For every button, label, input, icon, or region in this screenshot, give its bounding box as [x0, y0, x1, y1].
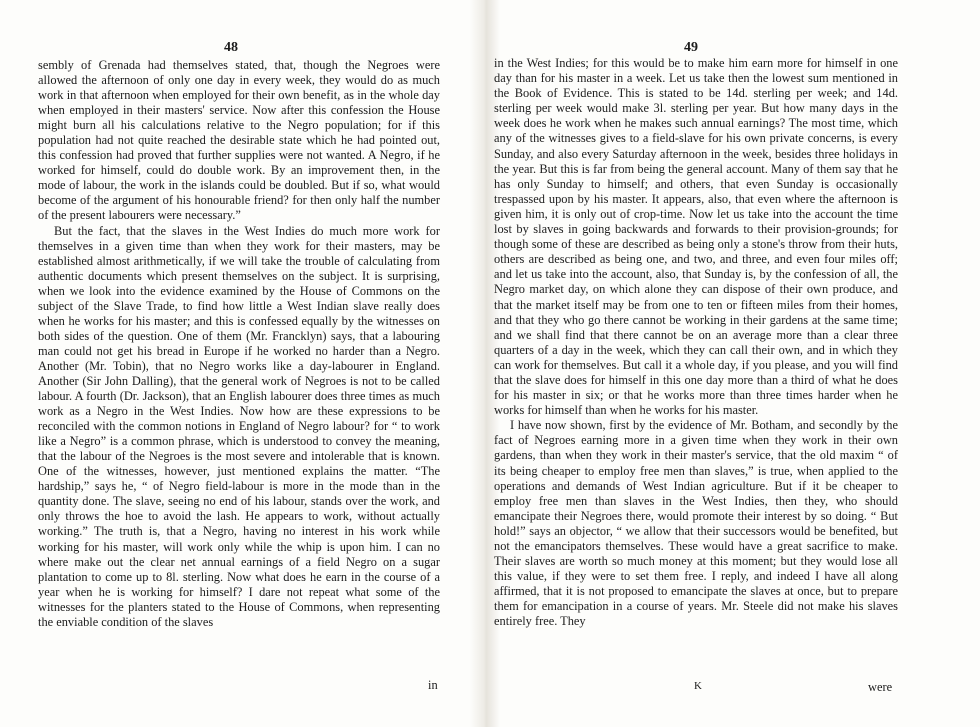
signature-mark: K [694, 680, 702, 692]
left-page-text [38, 58, 440, 630]
left-paragraph: sembly of Grenada had themselves stated, that, though the Negroes were allowed the afternoon of only one day in every week, they would do as much work in that afternoon when employed for their own benefit, as in the whole day when employed in their masters' service. Now after this confession the House might burn all his calculations relative to the Negro population; for if this population had not quite reached the desirable state which he had pointed out, this confession had proved that further supplies were not wanted. A Negro, if he worked for himself, could do double work. By an improvement then, in the mode of labour, the work in the islands could be doubled. But if so, what would become of the argument of his honourable friend? for then only half the number of the present labourers were necessary.” [38, 58, 440, 223]
right-catchword: were [868, 680, 893, 694]
left-paragraph: But the fact, that the slaves in the West Indies do much more work for themselves in a given time than when they work for their masters, may be established almost arithmetically, if we will take the trouble of calculating from authentic documents which present themselves on the subject. It is surprising, when we look into the evidence examined by the House of Commons on the subject of the Slave Trade, to find how little a West Indian slave really does when he works for his master; and this is confessed equally by the witnesses on both sides of the question. One of them (Mr. Francklyn) says, that a labouring man could not get his bread in Europe if he worked no harder than a Negro. Another (Mr. Tobin), that no Negro works like a day-labourer in England. Another (Sir John Dalling), that the general work of Negroes is not to be called labour. A fourth (Dr. Jackson), that an English labourer does three times as much work as a Negro in the West Indies. Now how are these expressions to be reconciled with the common notions in England of Negro labour? for “ to work like a Negro” is a common phrase, which is understood to convey the meaning, that the labour of the Negroes is the most severe and intolerable that is known. One of the witnesses, however, just mentioned explains the matter. “The hardship,” says he, “ of Negro field-labour is more in the mode than in the quantity done. The slave, seeing no end of his labour, stands over the work, and only throws the hoe to avoid the lash. He appears to work, without actually working.” The truth is, that a Negro, having no interest in his work while working for his master, will work only while the whip is upon him. I can no where make out the clear net annual earnings of a field Negro on a sugar plantation to come up to 8l. sterling. Now what does he earn in the course of a year when he is working for himself? I dare not repeat what some of the witnesses for the planters stated to the House of Commons, when representing the enviable condition of the slaves [38, 223, 440, 629]
right-paragraph: in the West Indies; for this would be to make him earn more for himself in one day than for his master in a week. Let us take then the lowest sum mentioned in the Book of Evidence. This is stated to be 14d. sterling per week; and 14d. sterling per week would make 3l. sterling per year. But how many days in the week does he work when he makes such annual earnings? The most time, which any of the witnesses gives to a field-slave for his own private concerns, is every Sunday, and also every Saturday afternoon in the week, besides three holidays in the year. But this is far from being the general account. Many of them say that he has only Sunday to himself; and others, that even Sunday is occasionally trespassed upon by his master. It appears, also, that even where the afternoon is given him, it is only out of crop-time. Now let us take into the account the time lost by slaves in going backwards and forwards to their provision-grounds; for though some of these are described as being only a stone's throw from their huts, others are described as being one, and two, and three, and even four miles off; and let us take into the account, also, that Sunday is, by the confession of all, the Negro market day, on which alone they can dispose of their own produce, and that the market itself may be from one to ten or fifteen miles from their homes, and that they who go there cannot be working in their gardens at the same time; and we shall find that there cannot be on an average more than a clear three quarters of a day in the week, which they can call their own, and in which they can work for themselves. But call it a whole day, if you please, and you will find that the slave does for himself in this one day more than a third of what he does for his master in six; or that he works more than three times harder when he works for himself than when he works for his master. [494, 56, 898, 418]
left-page-number: 48 [224, 40, 238, 55]
right-paragraph: I have now shown, first by the evidence of Mr. Botham, and secondly by the fact of Negroes earning more in a given time when they work in their own gardens, than when they work in their master's service, that the old maxim “ of its being cheaper to employ free men than slaves,” is true, when applied to the operations and demands of West Indian agriculture. But if it be cheaper to employ free men than slaves in the West Indies, then they, who should emancipate their Negroes there, would promote their interest by so doing. “ But hold!” says an objector, “ we allow that their successors would be benefited, but not the emancipators themselves. These would have a great sacrifice to make. Their slaves are worth so much money at this moment; but they would lose all this value, if they were to set them free. I reply, and indeed I have all along affirmed, that it is not proposed to emancipate the slaves at once, but to prepare them for emancipation in a course of years. Mr. Steele did not make his slaves entirely free. They [494, 418, 898, 629]
right-page-number: 49 [684, 40, 698, 55]
left-page [28, 0, 448, 727]
left-catchword: in [428, 678, 438, 692]
right-page-text [494, 56, 898, 630]
right-page [494, 0, 898, 727]
